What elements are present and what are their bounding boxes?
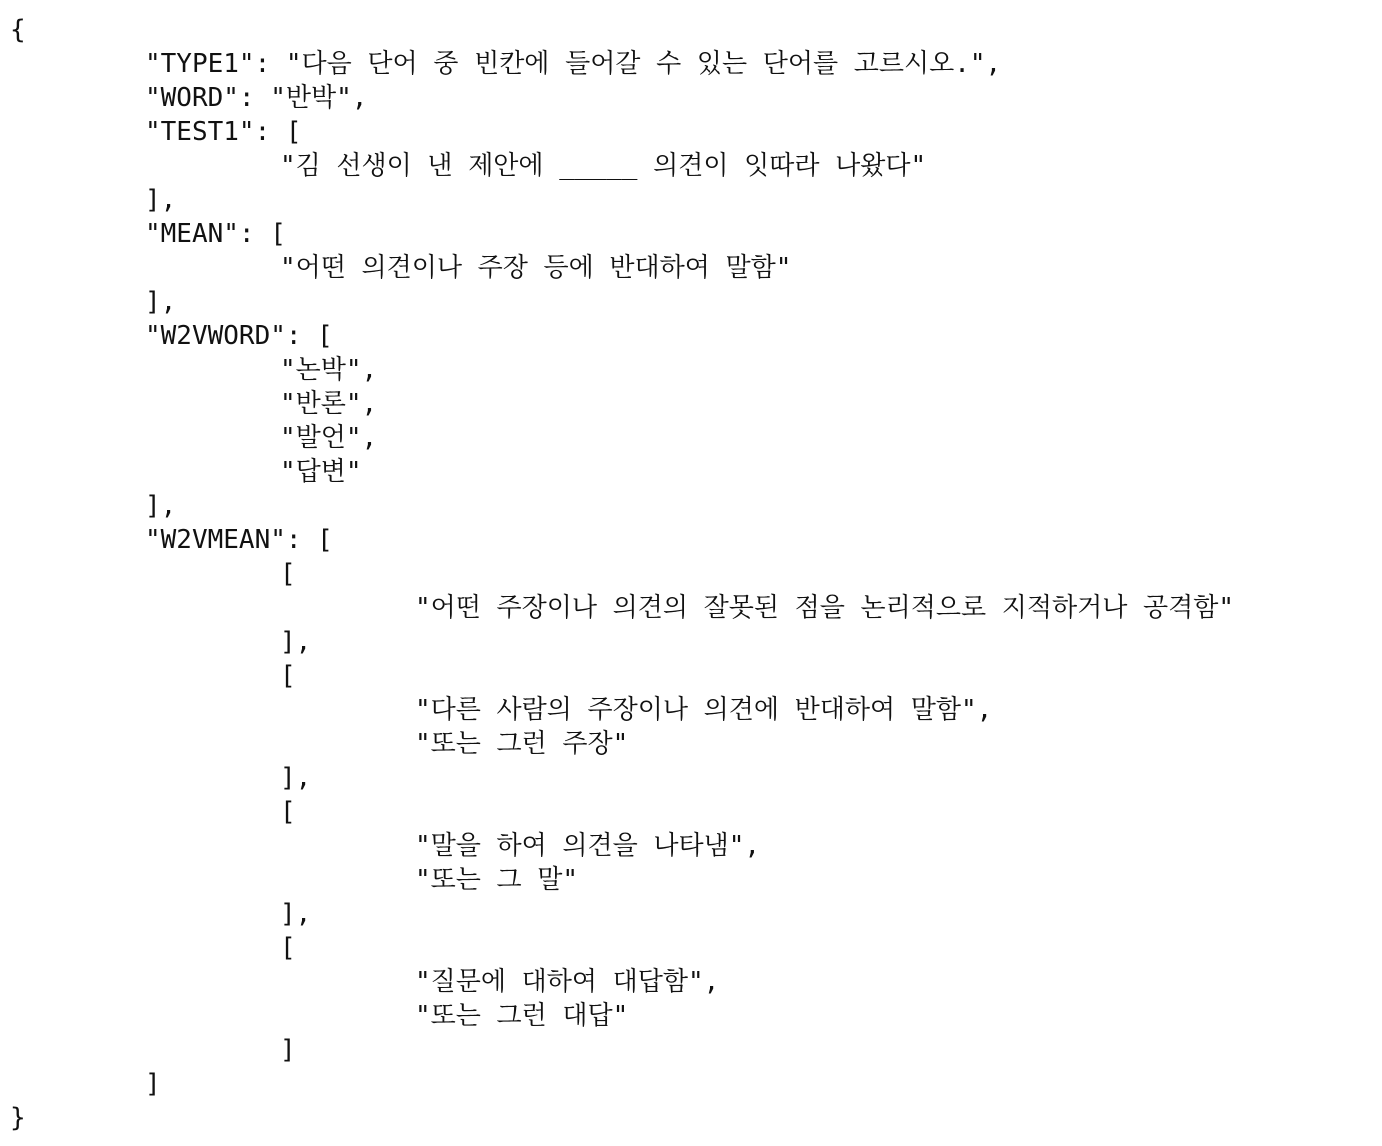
code-line-text: ], (145, 185, 177, 215)
code-line (10, 47, 1234, 81)
code-line-text: "논박", (280, 355, 378, 385)
code-line-text: ], (280, 899, 312, 929)
code-line (10, 523, 1234, 557)
code-line (10, 489, 1234, 523)
code-line-text: "어떤 주장이나 의견의 잘못된 점을 논리적으로 지적하거나 공격함" (415, 593, 1235, 623)
code-line-text: ], (280, 763, 312, 793)
code-line (10, 591, 1234, 625)
code-line-text: [ (280, 559, 296, 589)
code-line (10, 217, 1234, 251)
code-line-text: "말을 하여 의견을 나타냄", (415, 831, 761, 861)
code-line-text: "질문에 대하여 대답함", (415, 967, 720, 997)
code-line (10, 557, 1234, 591)
code-line-text: "김 선생이 낸 제안에 _____ 의견이 잇따라 나왔다" (280, 151, 927, 181)
code-line (10, 115, 1234, 149)
code-line-text: "WORD": "반박", (145, 83, 368, 113)
code-line-text: } (10, 1103, 26, 1133)
code-line-text: ], (145, 491, 177, 521)
code-line-text: "또는 그런 주장" (415, 729, 629, 759)
code-line-text: "TYPE1": "다음 단어 중 빈칸에 들어갈 수 있는 단어를 고르시오.", (145, 49, 1002, 79)
code-line-text: ] (280, 1035, 296, 1065)
code-line-text: ], (280, 627, 312, 657)
code-line-text: [ (280, 661, 296, 691)
code-line (10, 319, 1234, 353)
code-line (10, 659, 1234, 693)
code-line (10, 727, 1234, 761)
code-line-text: ] (145, 1069, 161, 1099)
code-line (10, 897, 1234, 931)
code-line-text: "발언", (280, 423, 378, 453)
code-line (10, 625, 1234, 659)
code-line-text: { (10, 15, 26, 45)
code-line-text: "또는 그런 대답" (415, 1001, 629, 1031)
code-line (10, 387, 1234, 421)
code-line (10, 421, 1234, 455)
code-line-text: [ (280, 797, 296, 827)
code-line (10, 1033, 1234, 1067)
code-line (10, 1101, 1234, 1135)
code-line (10, 795, 1234, 829)
code-line-text: "반론", (280, 389, 378, 419)
code-line-text: "W2VWORD": [ (145, 321, 333, 351)
code-line-text: "다른 사람의 주장이나 의견에 반대하여 말함", (415, 695, 993, 725)
code-line-text: "MEAN": [ (145, 219, 286, 249)
code-line (10, 183, 1234, 217)
code-line (10, 81, 1234, 115)
code-line (10, 149, 1234, 183)
code-line-text: "어떤 의견이나 주장 등에 반대하여 말함" (280, 253, 792, 283)
code-line-text: "또는 그 말" (415, 865, 579, 895)
code-line (10, 863, 1234, 897)
code-line (10, 693, 1234, 727)
code-line-text: [ (280, 933, 296, 963)
code-line (10, 251, 1234, 285)
code-line-text: "W2VMEAN": [ (145, 525, 333, 555)
code-line-text: "TEST1": [ (145, 117, 302, 147)
code-line (10, 1067, 1234, 1101)
code-line (10, 999, 1234, 1033)
code-line (10, 931, 1234, 965)
json-code-block (10, 13, 1234, 1135)
code-line (10, 285, 1234, 319)
code-line-text: ], (145, 287, 177, 317)
code-line (10, 965, 1234, 999)
code-line (10, 829, 1234, 863)
code-line (10, 761, 1234, 795)
code-line (10, 13, 1234, 47)
code-line-text: "답변" (280, 457, 362, 487)
code-line (10, 353, 1234, 387)
code-line (10, 455, 1234, 489)
